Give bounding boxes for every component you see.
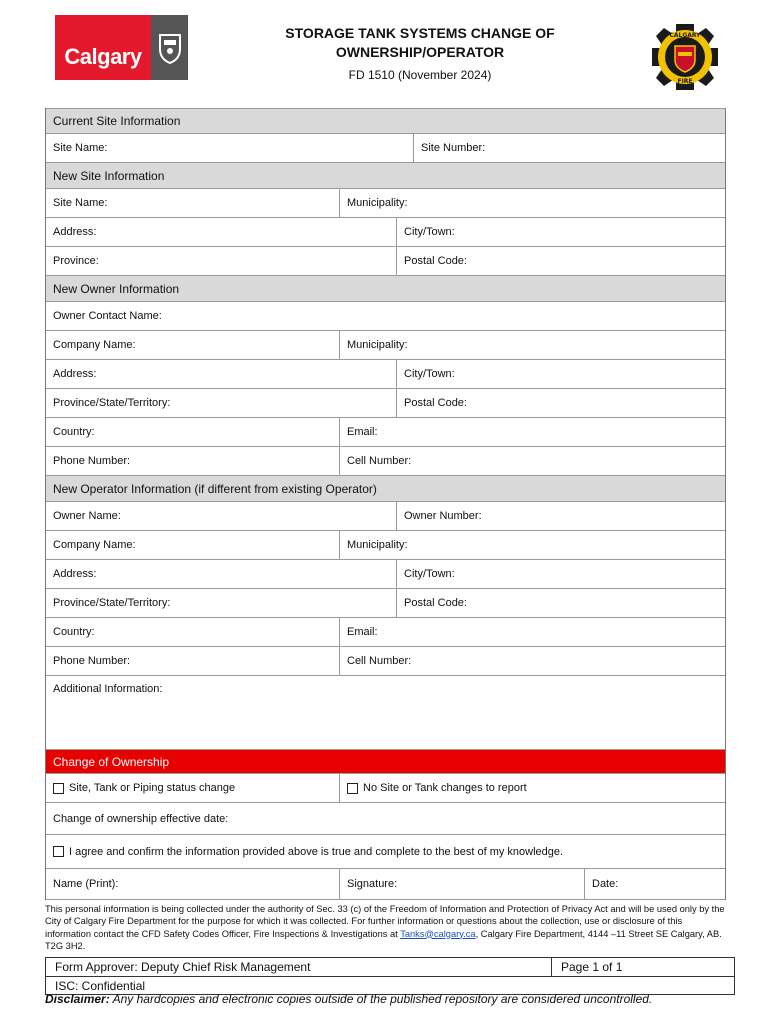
form-approver: Form Approver: Deputy Chief Risk Management bbox=[55, 960, 311, 974]
operator-cell-field[interactable]: Cell Number: bbox=[339, 647, 725, 675]
section-new-site bbox=[46, 163, 725, 189]
section-current-site bbox=[46, 108, 725, 134]
form-table bbox=[45, 108, 726, 900]
owner-phone-field[interactable]: Phone Number: bbox=[53, 455, 131, 467]
form-row bbox=[46, 189, 725, 218]
fire-department-badge-icon bbox=[650, 22, 720, 92]
name-print-field[interactable]: Name (Print): bbox=[53, 878, 119, 890]
page-number: Page 1 of 1 bbox=[551, 958, 734, 976]
no-changes-checkbox[interactable] bbox=[347, 783, 358, 794]
form-row bbox=[46, 360, 725, 389]
form-row bbox=[46, 869, 725, 900]
form-row bbox=[46, 618, 725, 647]
form-header bbox=[200, 24, 640, 82]
operator-municipality-field[interactable]: Municipality: bbox=[339, 531, 725, 559]
form-row bbox=[46, 647, 725, 676]
status-change-label: Site, Tank or Piping status change bbox=[69, 782, 236, 794]
form-row bbox=[46, 218, 725, 247]
operator-owner-name-field[interactable]: Owner Name: bbox=[53, 510, 121, 522]
form-row bbox=[46, 418, 725, 447]
section-heading: Current Site Information bbox=[53, 114, 181, 128]
form-row bbox=[46, 134, 725, 163]
section-new-operator bbox=[46, 476, 725, 502]
operator-postal-field[interactable]: Postal Code: bbox=[396, 589, 725, 617]
calgary-logo bbox=[55, 15, 188, 80]
section-heading: Change of Ownership bbox=[53, 754, 170, 769]
section-new-owner bbox=[46, 276, 725, 302]
operator-phone-field[interactable]: Phone Number: bbox=[53, 655, 131, 667]
owner-postal-field[interactable]: Postal Code: bbox=[396, 389, 725, 417]
form-row bbox=[46, 389, 725, 418]
owner-address-field[interactable]: Address: bbox=[53, 368, 97, 380]
operator-city-field[interactable]: City/Town: bbox=[396, 560, 725, 588]
form-row bbox=[46, 560, 725, 589]
form-row bbox=[46, 803, 725, 835]
form-number: FD 1510 (November 2024) bbox=[348, 68, 492, 82]
agree-label: I agree and confirm the information provided above is true and complete to the best of my knowledge. bbox=[69, 845, 564, 858]
current-site-number-field[interactable]: Site Number: bbox=[413, 134, 725, 162]
new-site-address-field[interactable]: Address: bbox=[53, 226, 97, 238]
badge-bottom-text: FIRE bbox=[677, 78, 693, 85]
new-site-postal-field[interactable]: Postal Code: bbox=[396, 247, 725, 275]
agree-checkbox[interactable] bbox=[53, 846, 64, 857]
new-site-name-field[interactable]: Site Name: bbox=[53, 197, 108, 209]
form-title-line2: OWNERSHIP/OPERATOR bbox=[335, 44, 505, 60]
signature-field[interactable]: Signature: bbox=[339, 869, 584, 899]
current-site-name-field[interactable]: Site Name: bbox=[53, 142, 108, 154]
operator-owner-number-field[interactable]: Owner Number: bbox=[396, 502, 725, 530]
disclaimer bbox=[45, 992, 745, 1006]
disclaimer-label: Disclaimer: bbox=[45, 992, 110, 1006]
owner-email-field[interactable]: Email: bbox=[339, 418, 725, 446]
owner-company-field[interactable]: Company Name: bbox=[53, 339, 136, 351]
form-title-line1: STORAGE TANK SYSTEMS CHANGE OF bbox=[285, 25, 555, 41]
owner-contact-name-field[interactable]: Owner Contact Name: bbox=[53, 310, 162, 322]
new-site-city-field[interactable]: City/Town: bbox=[396, 218, 725, 246]
coat-of-arms-icon bbox=[151, 15, 188, 80]
no-changes-option[interactable] bbox=[339, 774, 725, 802]
form-footer bbox=[45, 957, 735, 995]
privacy-notice bbox=[45, 903, 730, 952]
owner-municipality-field[interactable]: Municipality: bbox=[339, 331, 725, 359]
operator-country-field[interactable]: Country: bbox=[53, 626, 95, 638]
no-changes-label: No Site or Tank changes to report bbox=[363, 782, 527, 794]
form-row bbox=[46, 589, 725, 618]
form-row bbox=[46, 774, 725, 803]
badge-top-text: CALGARY bbox=[669, 32, 701, 39]
owner-province-field[interactable]: Province/State/Territory: bbox=[53, 397, 171, 409]
new-site-province-field[interactable]: Province: bbox=[53, 255, 99, 267]
operator-address-field[interactable]: Address: bbox=[53, 568, 97, 580]
form-row bbox=[46, 531, 725, 560]
owner-city-field[interactable]: City/Town: bbox=[396, 360, 725, 388]
privacy-notice-text: This personal information is being collected under the authority of Sec. 33 (c) of the Freedom of Information and Protection of Privacy Act and will be used only by the City of Calgary Fire Department for the purpose for which it was collected. For further information or questions about the collection, use or disclosure of this information contact the CFD Safety Codes Officer, Fire Inspections & Investigations at bbox=[45, 904, 725, 939]
additional-information-field[interactable]: Additional Information: bbox=[53, 683, 163, 695]
form-row bbox=[46, 835, 725, 869]
status-change-option[interactable] bbox=[46, 774, 339, 802]
owner-country-field[interactable]: Country: bbox=[53, 426, 95, 438]
form-row bbox=[46, 447, 725, 476]
section-heading: New Site Information bbox=[53, 168, 165, 183]
section-heading: New Owner Information bbox=[53, 281, 180, 296]
date-field[interactable]: Date: bbox=[584, 869, 725, 899]
form-row bbox=[46, 302, 725, 331]
footer-row bbox=[46, 958, 734, 976]
new-site-municipality-field[interactable]: Municipality: bbox=[339, 189, 725, 217]
isc-classification: ISC: Confidential bbox=[55, 978, 146, 993]
form-row bbox=[46, 247, 725, 276]
calgary-logo-text: Calgary bbox=[55, 15, 151, 80]
form-row bbox=[46, 502, 725, 531]
effective-date-field[interactable]: Change of ownership effective date: bbox=[53, 812, 229, 825]
section-change-of-ownership bbox=[46, 750, 725, 774]
form-row bbox=[46, 331, 725, 360]
owner-cell-field[interactable]: Cell Number: bbox=[339, 447, 725, 475]
operator-province-field[interactable]: Province/State/Territory: bbox=[53, 597, 171, 609]
operator-email-field[interactable]: Email: bbox=[339, 618, 725, 646]
form-row bbox=[46, 676, 725, 750]
disclaimer-text: Any hardcopies and electronic copies outside of the published repository are considered uncontrolled. bbox=[112, 992, 653, 1006]
section-heading: New Operator Information (if different from existing Operator) bbox=[53, 481, 377, 496]
tanks-email-link[interactable]: Tanks@calgary.ca bbox=[400, 928, 476, 939]
agree-option[interactable] bbox=[46, 835, 725, 868]
status-change-checkbox[interactable] bbox=[53, 783, 64, 794]
operator-company-field[interactable]: Company Name: bbox=[53, 539, 136, 551]
privacy-notice-address: , Calgary Fire Department, 4144 –11 Street SE Calgary, AB. T2G 3H2. bbox=[45, 928, 722, 951]
